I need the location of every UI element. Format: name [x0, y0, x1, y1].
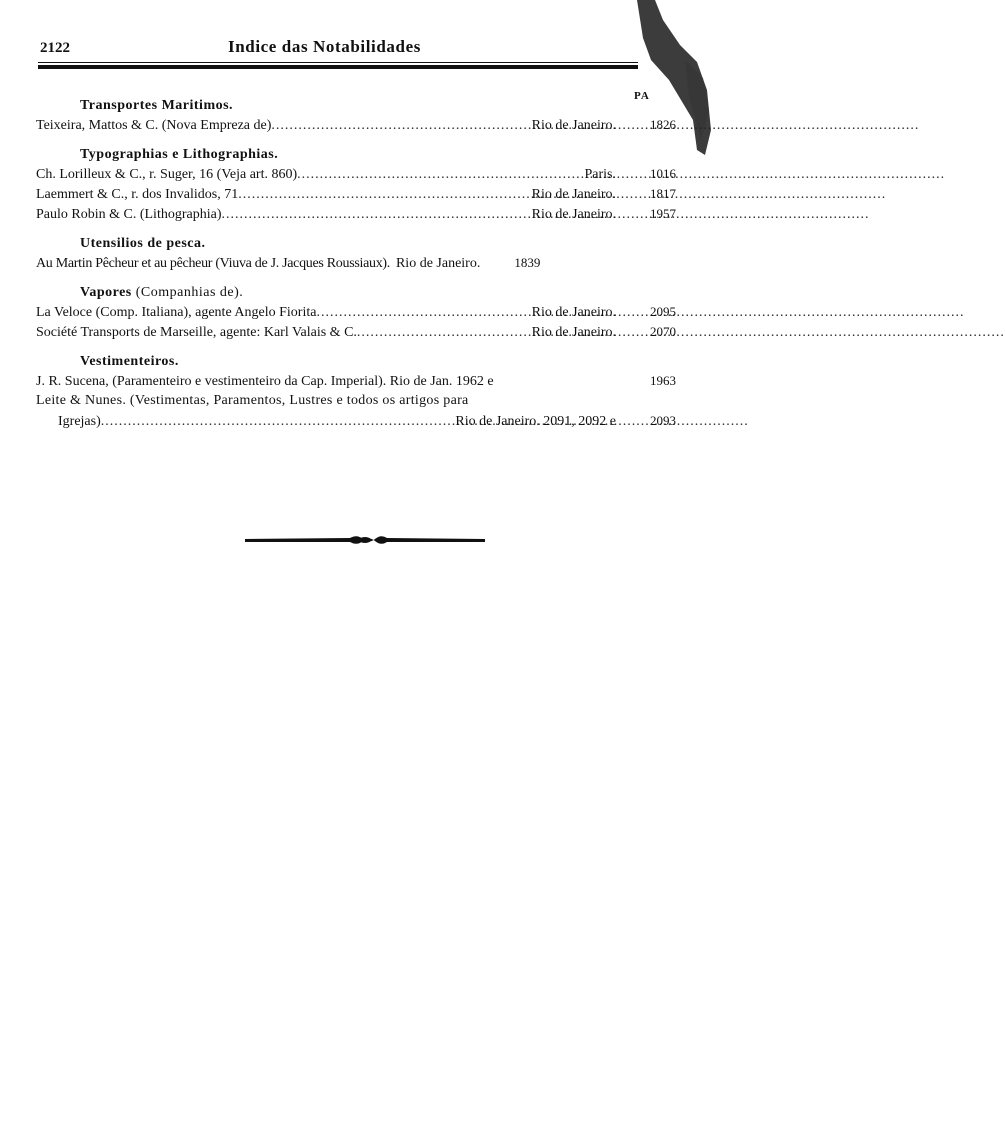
entry-page: 1963: [650, 373, 676, 388]
section-utensilios: [36, 234, 676, 273]
entry-page: 1016: [650, 166, 676, 181]
section-title: Typographias e Lithographias.: [80, 147, 279, 162]
entry-name: Paulo Robin & C. (Lithographia): [36, 207, 222, 222]
list-item: [36, 204, 676, 224]
entry-page: 2070: [650, 324, 676, 339]
entry-page: 1817: [650, 186, 676, 201]
section-title-main: Vapores: [80, 285, 132, 300]
entry-name: J. R. Sucena, (Paramenteiro e vestimenteiro da Cap. Imperial). Rio de Jan. 1962 e: [36, 374, 494, 389]
list-item: [36, 322, 676, 342]
entry-page: 2095: [650, 304, 676, 319]
corner-label: PA: [634, 90, 650, 102]
ornament-divider: [245, 533, 485, 547]
section-title: Transportes Maritimos.: [80, 98, 234, 113]
section-vapores: [36, 283, 676, 342]
entry-city: Rio de Janeiro.: [395, 256, 481, 271]
entry-city: Rio de Janeiro. 2091, 2092 e: [455, 414, 616, 429]
list-item: [36, 253, 676, 273]
entry-name: Ch. Lorilleux & C., r. Suger, 16 (Veja art. 860): [36, 167, 298, 182]
entry-city: Rio de Janeiro.: [531, 207, 616, 222]
entry-name: Leite & Nunes. (Vestimentas, Paramentos, Lustres e todos os artigos para: [36, 393, 469, 408]
entry-page: 1826: [650, 117, 676, 132]
leader-dots: [316, 303, 525, 323]
entry-name: Laemmert & C., r. dos Invalidos, 71: [36, 187, 239, 202]
entry-name: Teixeira, Mattos & C. (Nova Empreza de): [36, 118, 272, 133]
section-title-suffix: (Companhias de).: [131, 285, 244, 300]
list-item: [36, 391, 676, 411]
list-item-continuation: [36, 411, 676, 431]
list-item: [36, 302, 676, 322]
entry-city: Paris.: [584, 167, 616, 182]
page-number: 2122: [40, 40, 70, 56]
entry-city: Rio de Janeiro.: [531, 305, 616, 320]
section-title: Utensilios de pesca.: [80, 236, 206, 251]
list-item: [36, 184, 676, 204]
leader-dots: [221, 205, 525, 225]
running-title: Indice das Notabilidades: [228, 37, 421, 56]
leader-dots: [357, 323, 526, 343]
section-vestimenteiros: [36, 352, 676, 431]
section-transportes: [36, 96, 676, 135]
entry-city: Rio de Janeiro.: [531, 118, 616, 133]
leader-dots: [101, 412, 450, 432]
entry-name: Société Transports de Marseille, agente: Karl Valais & C.: [36, 325, 357, 340]
entry-page: 1957: [650, 206, 676, 221]
leader-dots: [297, 165, 578, 185]
entry-name: La Veloce (Comp. Italiana), agente Angelo Fiorita: [36, 305, 317, 320]
leader-dots: [238, 185, 525, 205]
section-title: [36, 283, 676, 302]
list-item: [36, 164, 676, 184]
entry-page: 2093: [650, 413, 676, 428]
entry-name: Au Martin Pêcheur et au pêcheur (Viuva de J. Jacques Roussiaux).: [36, 256, 390, 271]
leader-dots: [271, 116, 525, 136]
index-content: [36, 92, 676, 441]
section-title: Vestimenteiros.: [80, 354, 179, 369]
entry-city: Rio de Janeiro.: [531, 325, 616, 340]
list-item: [36, 371, 676, 391]
entry-name: Igrejas): [58, 414, 101, 429]
entry-page: 1839: [514, 255, 541, 270]
section-typographias: [36, 145, 676, 224]
list-item: [36, 115, 676, 135]
entry-city: Rio de Janeiro.: [531, 187, 616, 202]
header-rule: [38, 62, 638, 71]
